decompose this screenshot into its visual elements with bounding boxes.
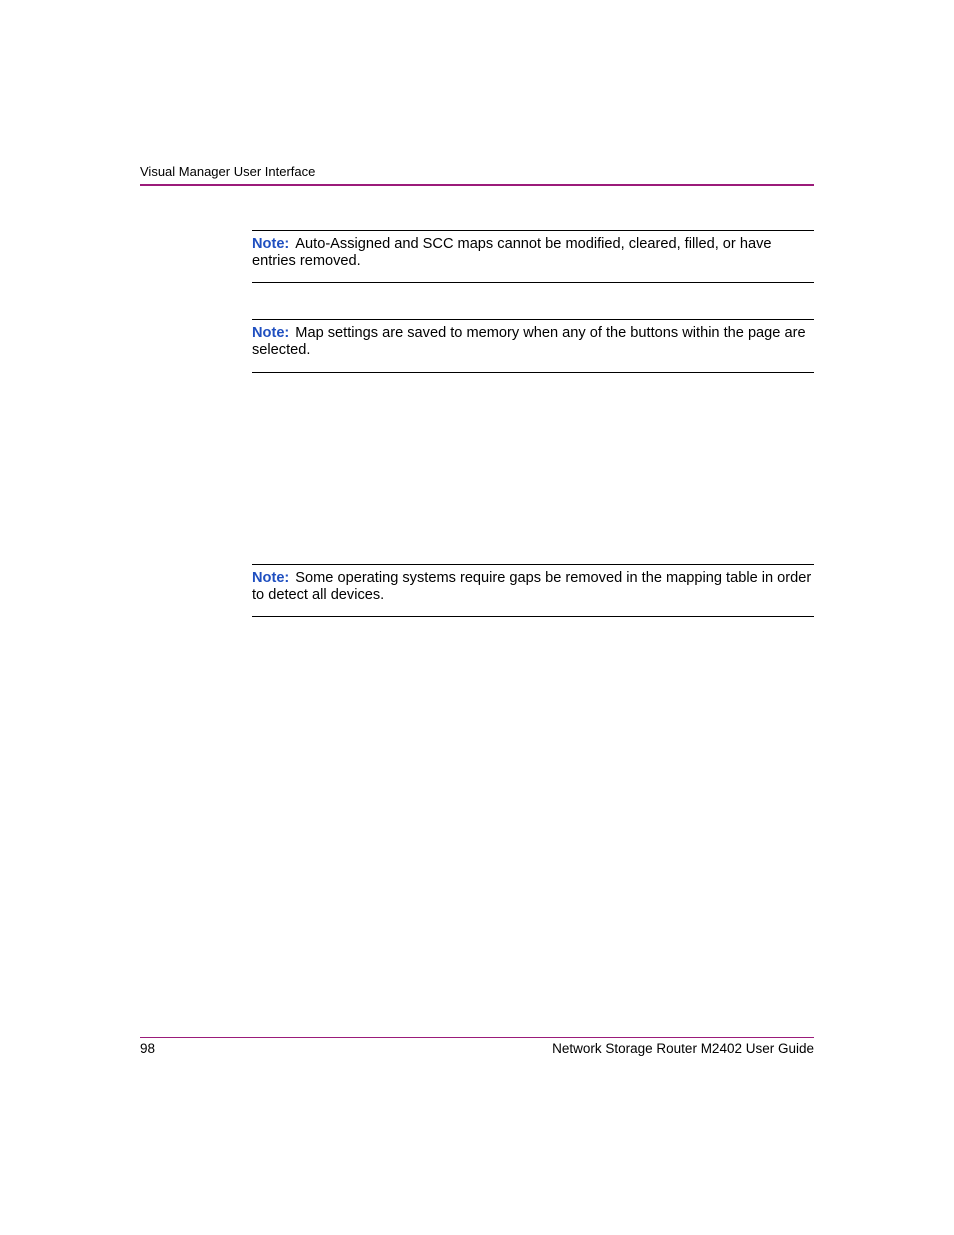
note-text: Auto-Assigned and SCC maps cannot be modified, cleared, filled, or have entries removed. (252, 236, 772, 269)
section-title: Visual Manager User Interface (140, 164, 316, 179)
note-auto-assigned-maps (252, 230, 814, 283)
note-text: Map settings are saved to memory when any of the buttons within the page are selected. (252, 325, 806, 358)
page-footer (140, 1037, 814, 1059)
note-map-settings-saved (252, 319, 814, 373)
note-label: Note: (252, 325, 290, 341)
document-title: Network Storage Router M2402 User Guide (552, 1041, 814, 1056)
note-label: Note: (252, 236, 290, 252)
note-gaps-removed (252, 564, 814, 617)
page-header (140, 162, 814, 186)
page-number: 98 (140, 1041, 156, 1056)
note-label: Note: (252, 570, 290, 586)
note-text: Some operating systems require gaps be removed in the mapping table in order to detect all devices. (252, 570, 812, 603)
